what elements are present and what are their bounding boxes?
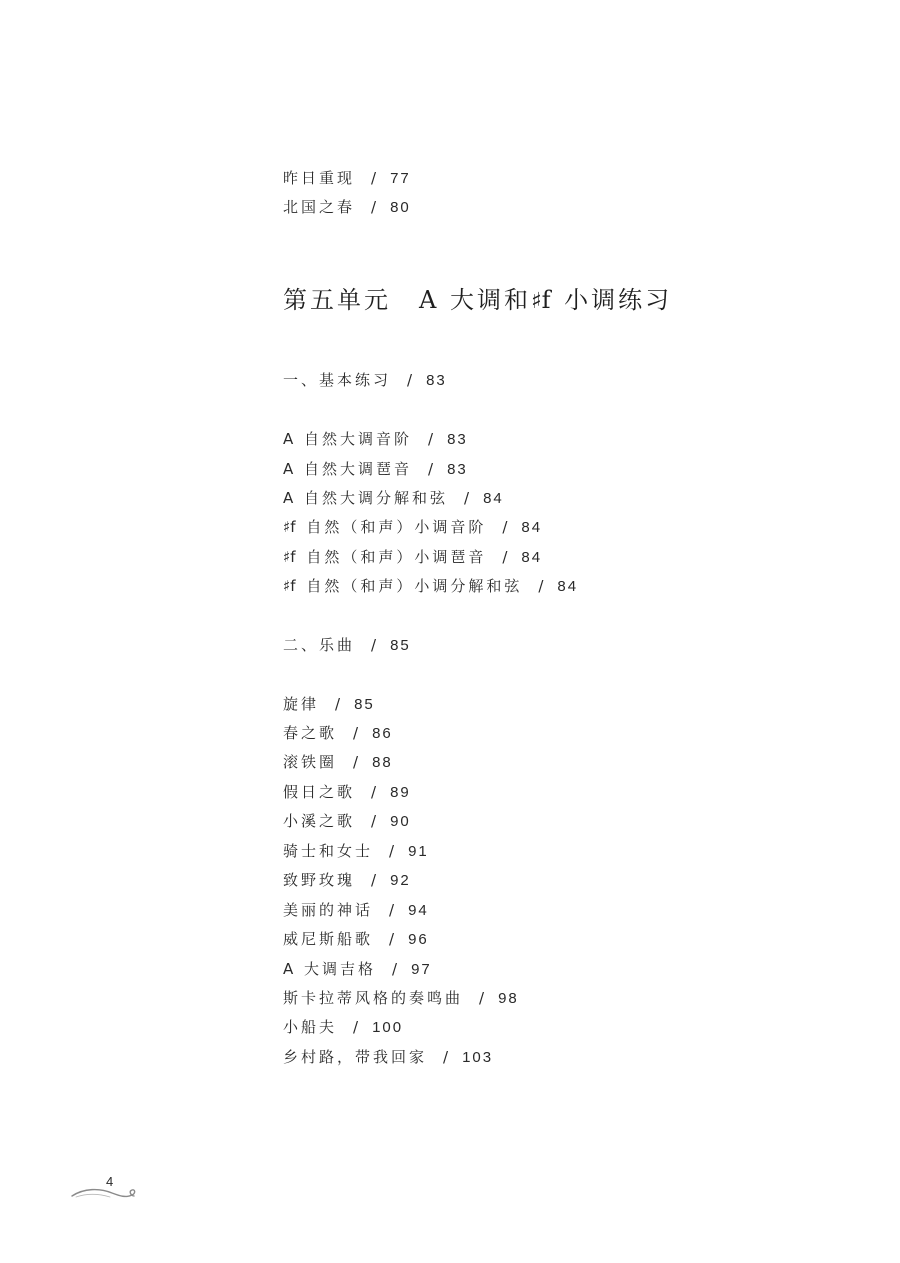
separator: / (371, 636, 377, 654)
entry-title: 威尼斯船歌 (283, 930, 374, 948)
entry-page: 77 (390, 170, 411, 187)
entry-page: 84 (521, 519, 543, 536)
entry-page: 100 (372, 1019, 404, 1036)
unit-title-part1: A 大调和 (419, 286, 531, 314)
entry-page: 98 (498, 990, 519, 1007)
toc-entry[interactable] (283, 782, 411, 803)
separator: / (407, 371, 413, 389)
entry-page: 90 (390, 813, 411, 830)
toc-entry[interactable] (283, 459, 468, 480)
separator: / (479, 989, 485, 1007)
entry-page: 84 (557, 578, 579, 595)
entry-title: 昨日重现 (283, 169, 356, 187)
toc-entry[interactable] (283, 811, 411, 832)
section-page: 85 (390, 637, 411, 654)
toc-entry[interactable] (283, 841, 429, 862)
unit-title-part2: f 小调练习 (541, 286, 673, 314)
sharp-sign: ♯ (283, 548, 291, 566)
separator: / (443, 1048, 449, 1066)
toc-entry[interactable] (283, 694, 375, 715)
toc-entry[interactable] (283, 870, 411, 891)
separator: / (464, 489, 470, 507)
entry-title: A 自然大调琶音 (283, 460, 413, 478)
entry-title: f 自然（和声）小调分解和弦 (290, 577, 523, 595)
toc-entry[interactable] (283, 1017, 403, 1038)
separator: / (538, 577, 544, 595)
entry-title: f 自然（和声）小调琶音 (290, 548, 487, 566)
entry-title: 小溪之歌 (283, 812, 356, 830)
sharp-sign: ♯ (283, 577, 291, 595)
sharp-sign: ♯ (283, 518, 291, 536)
entry-title: f 自然（和声）小调音阶 (290, 518, 487, 536)
unit-heading (283, 282, 672, 319)
separator: / (371, 198, 377, 216)
toc-entry[interactable] (283, 959, 432, 980)
separator: / (392, 960, 398, 978)
toc-entry[interactable] (283, 197, 411, 218)
separator: / (371, 783, 377, 801)
entry-page: 91 (408, 843, 429, 860)
separator: / (371, 812, 377, 830)
entry-title: 春之歌 (283, 724, 338, 742)
entry-title: 旋律 (283, 695, 320, 713)
entry-page: 96 (408, 931, 429, 948)
separator: / (502, 548, 508, 566)
separator: / (335, 695, 341, 713)
section-heading[interactable] (283, 370, 447, 391)
section-title: 二、乐曲 (283, 636, 356, 654)
toc-entry[interactable] (283, 429, 468, 450)
entry-title: 乡村路，带我回家 (283, 1048, 428, 1066)
entry-title: 美丽的神话 (283, 901, 374, 919)
toc-entry[interactable] (283, 576, 578, 597)
toc-entry[interactable] (283, 752, 393, 773)
separator: / (389, 842, 395, 860)
entry-title: 滚铁圈 (283, 753, 338, 771)
entry-title: 致野玫瑰 (283, 871, 356, 889)
toc-entry[interactable] (283, 168, 411, 189)
unit-label: 第五单元 (283, 286, 391, 314)
entry-page: 84 (521, 549, 543, 566)
section-page: 83 (426, 372, 447, 389)
page-number: 4 (106, 1174, 114, 1189)
section-title: 一、基本练习 (283, 371, 392, 389)
entry-title: A 自然大调音阶 (283, 430, 413, 448)
separator: / (353, 1018, 359, 1036)
toc-entry[interactable] (283, 547, 542, 568)
toc-entry[interactable] (283, 723, 393, 744)
entry-page: 103 (462, 1049, 494, 1066)
entry-title: 斯卡拉蒂风格的奏鸣曲 (283, 989, 464, 1007)
separator: / (371, 871, 377, 889)
entry-title: A 自然大调分解和弦 (283, 489, 449, 507)
entry-page: 94 (408, 902, 429, 919)
toc-entry[interactable] (283, 988, 519, 1009)
separator: / (389, 901, 395, 919)
entry-page: 86 (372, 725, 393, 742)
separator: / (428, 430, 434, 448)
entry-page: 89 (390, 784, 411, 801)
entry-page: 85 (354, 696, 375, 713)
entry-page: 84 (483, 490, 504, 507)
section-heading[interactable] (283, 635, 411, 656)
toc-entry[interactable] (283, 1047, 493, 1068)
entry-page: 83 (447, 461, 468, 478)
separator: / (389, 930, 395, 948)
entry-page: 88 (372, 754, 393, 771)
entry-title: 骑士和女士 (283, 842, 374, 860)
toc-entry[interactable] (283, 929, 429, 950)
flourish-ornament-icon (70, 1182, 142, 1206)
entry-page: 92 (390, 872, 411, 889)
sharp-sign: ♯ (530, 288, 542, 314)
entry-title: 北国之春 (283, 198, 356, 216)
toc-entry[interactable] (283, 488, 504, 509)
toc-entry[interactable] (283, 517, 542, 538)
entry-title: 小船夫 (283, 1018, 338, 1036)
entry-page: 83 (447, 431, 468, 448)
toc-entry[interactable] (283, 900, 429, 921)
separator: / (371, 169, 377, 187)
entry-title: 假日之歌 (283, 783, 356, 801)
entry-title: A 大调吉格 (283, 960, 377, 978)
separator: / (353, 753, 359, 771)
separator: / (353, 724, 359, 742)
entry-page: 97 (411, 961, 432, 978)
entry-page: 80 (390, 199, 411, 216)
separator: / (502, 518, 508, 536)
separator: / (428, 460, 434, 478)
